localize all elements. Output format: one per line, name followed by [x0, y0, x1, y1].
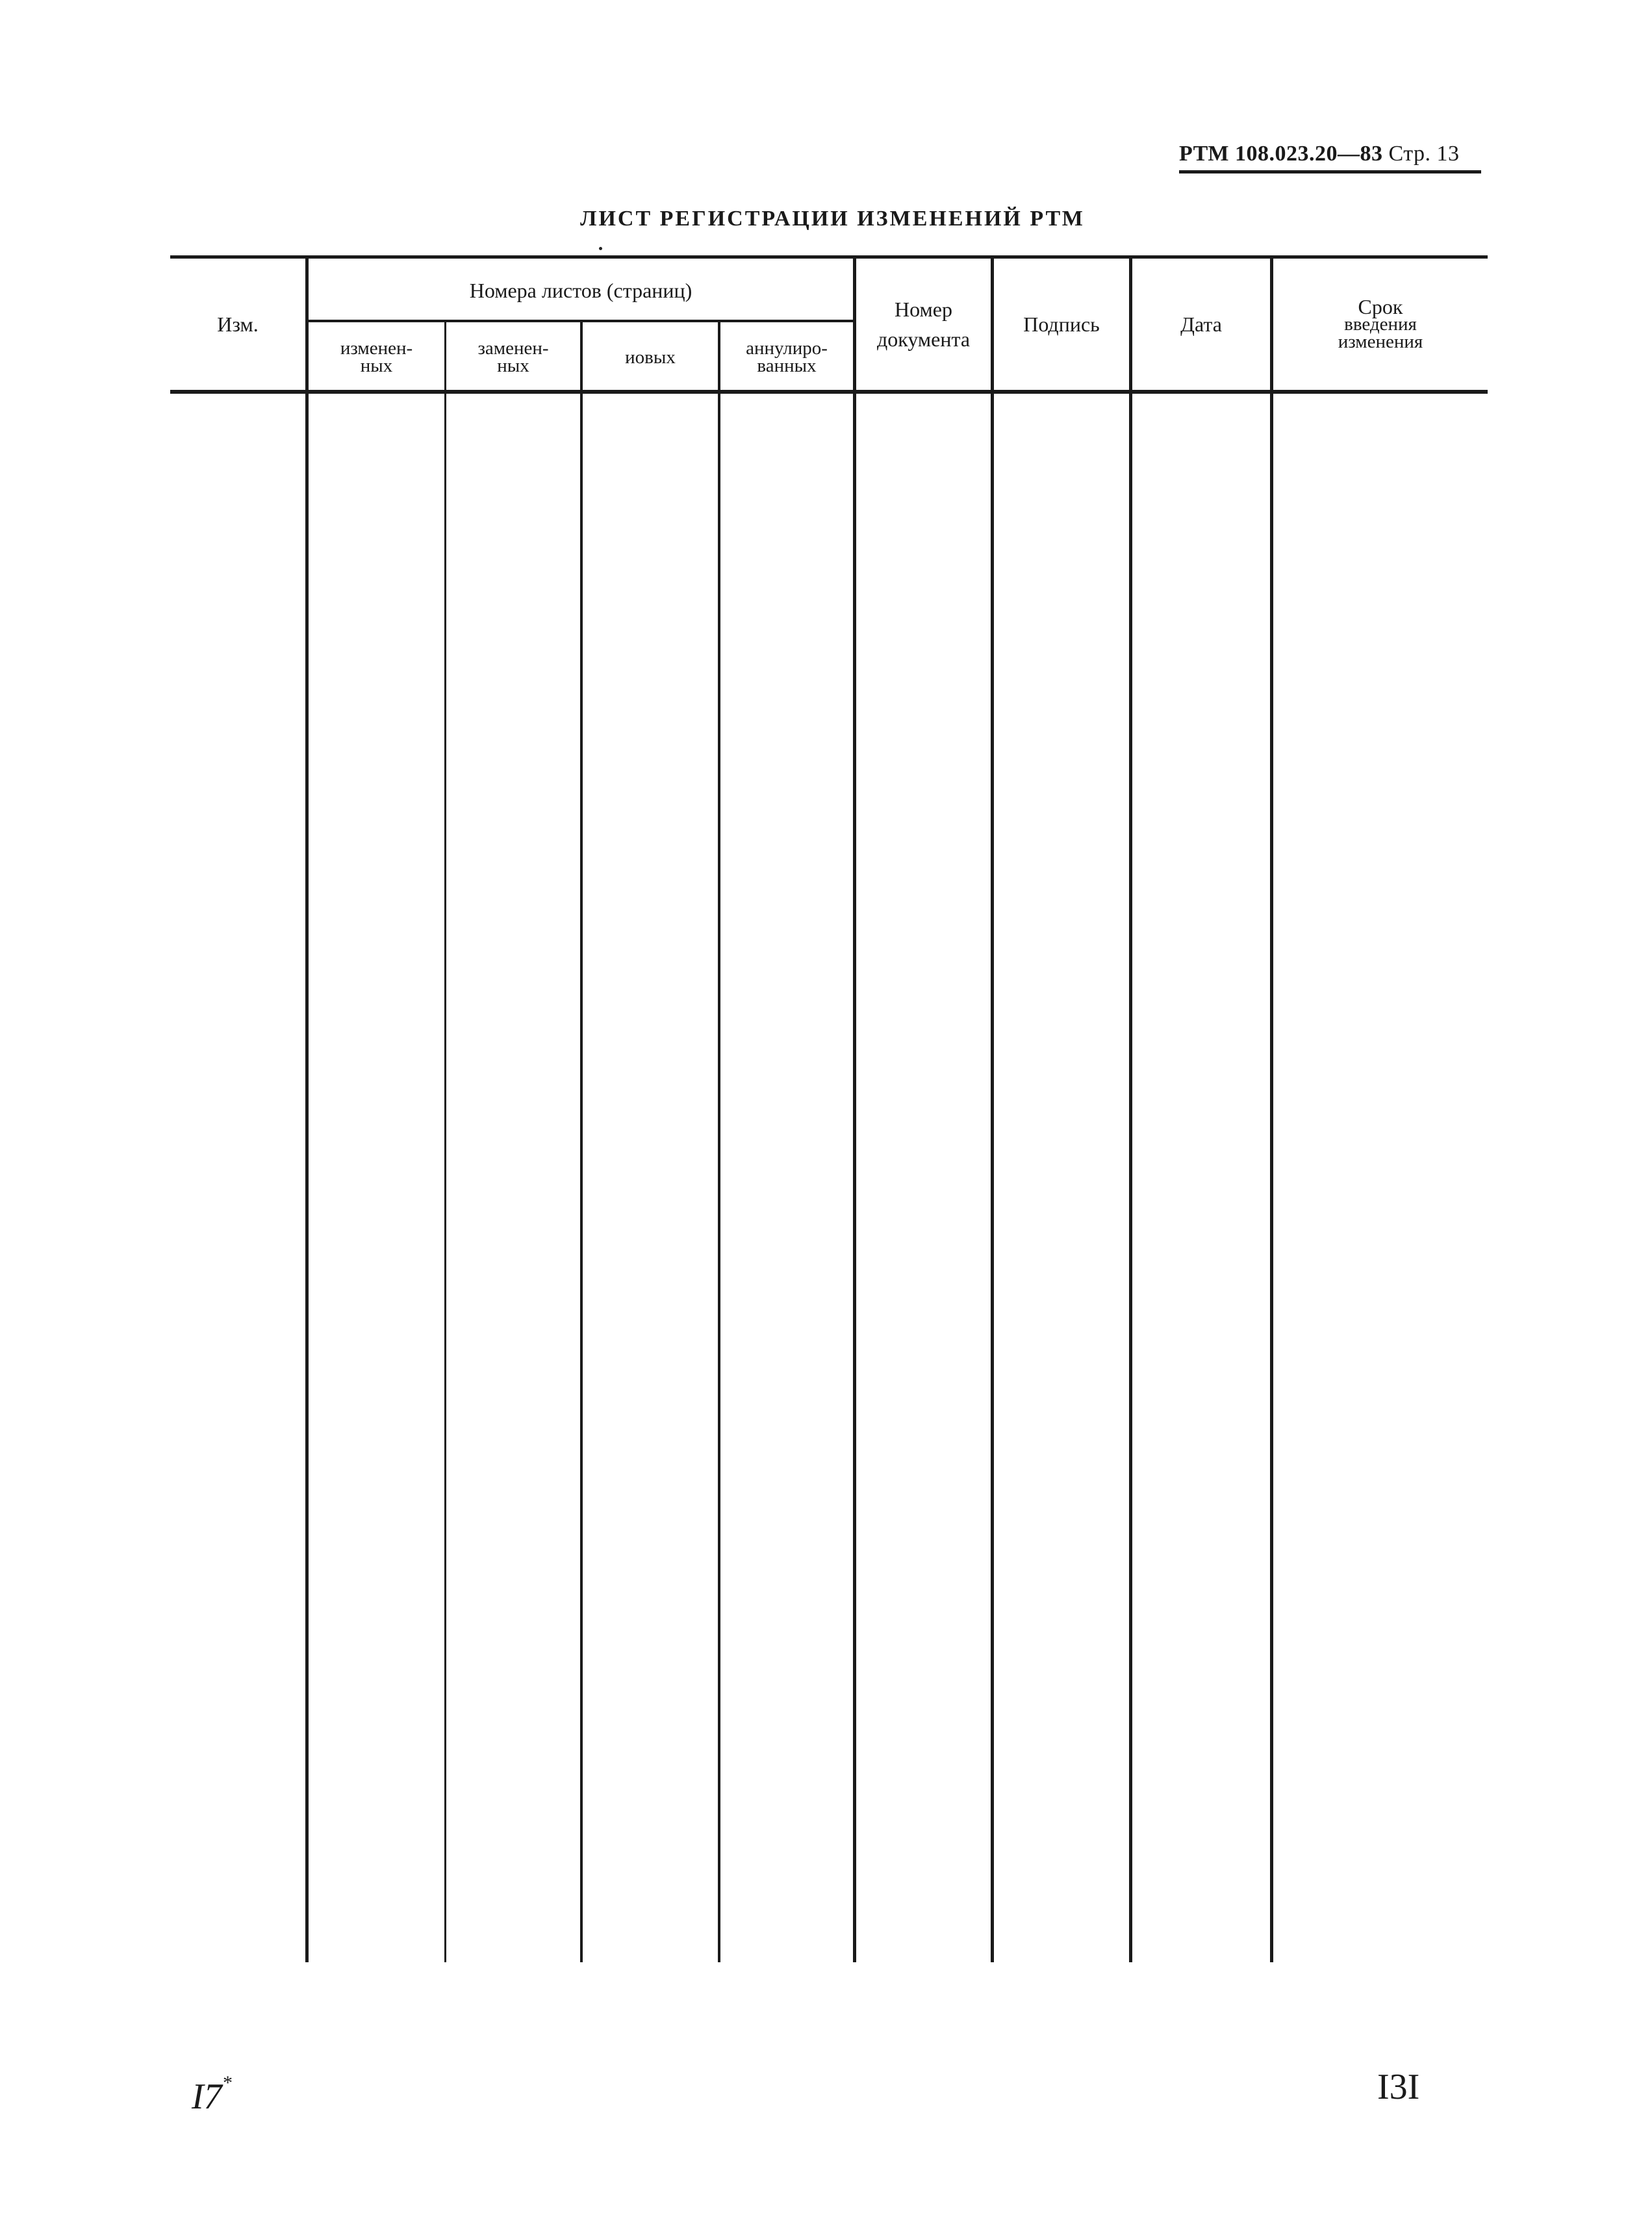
page-title: ЛИСТ РЕГИСТРАЦИИ ИЗМЕНЕНИЙ РТМ — [580, 207, 1085, 231]
col-divider-3 — [580, 321, 583, 1962]
header-zamenennyh-line2: ных — [497, 355, 529, 376]
header-srok — [1273, 259, 1488, 390]
header-nomer-line1: Номер — [895, 298, 952, 321]
header-srok-line2: введения — [1344, 313, 1417, 335]
header-page-numbers: Номера листов (страниц) — [469, 279, 693, 302]
header-annulirovannyh — [720, 325, 853, 390]
col-divider-5 — [853, 259, 856, 1962]
footer-left-number: I7 — [192, 2077, 222, 2117]
col-divider-1 — [305, 259, 309, 1962]
header-annulirovannyh-line2: ванных — [757, 355, 817, 376]
header-srok-line3: изменения — [1338, 331, 1423, 352]
header-izm: Изм. — [217, 313, 259, 336]
document-reference — [1179, 142, 1481, 173]
col-divider-2 — [444, 321, 446, 1962]
header-data: Дата — [1180, 313, 1222, 336]
header-nomer-line2: документа — [876, 327, 971, 351]
scan-speck — [599, 247, 602, 250]
header-izmenennyh — [309, 325, 444, 390]
footer-sheet-number — [192, 2072, 232, 2118]
header-izmenennyh-line1: изменен- — [340, 338, 413, 359]
col-divider-4 — [718, 321, 720, 1962]
header-annulirovannyh-line1: аннулиро- — [746, 338, 828, 359]
col-divider-6 — [991, 259, 994, 1962]
header-bottom-rule — [170, 390, 1488, 394]
footer-left-mark: * — [222, 2072, 232, 2094]
header-nomer-dokumenta — [856, 259, 991, 390]
header-podpis: Подпись — [1023, 313, 1100, 336]
header-zamenennyh-line1: заменен- — [477, 338, 549, 359]
header-zamenennyh — [446, 325, 580, 390]
header-novyh: иовых — [625, 346, 676, 368]
col-divider-7 — [1129, 259, 1132, 1962]
header-srok-line1: Срок — [1358, 294, 1403, 318]
header-izmenennyh-line2: ных — [360, 355, 393, 376]
footer-page-number: I3I — [1377, 2067, 1420, 2107]
col-divider-8 — [1270, 259, 1273, 1962]
doc-code: РТМ 108.023.20—83 — [1179, 142, 1383, 166]
page-label: Стр. 13 — [1388, 142, 1460, 166]
